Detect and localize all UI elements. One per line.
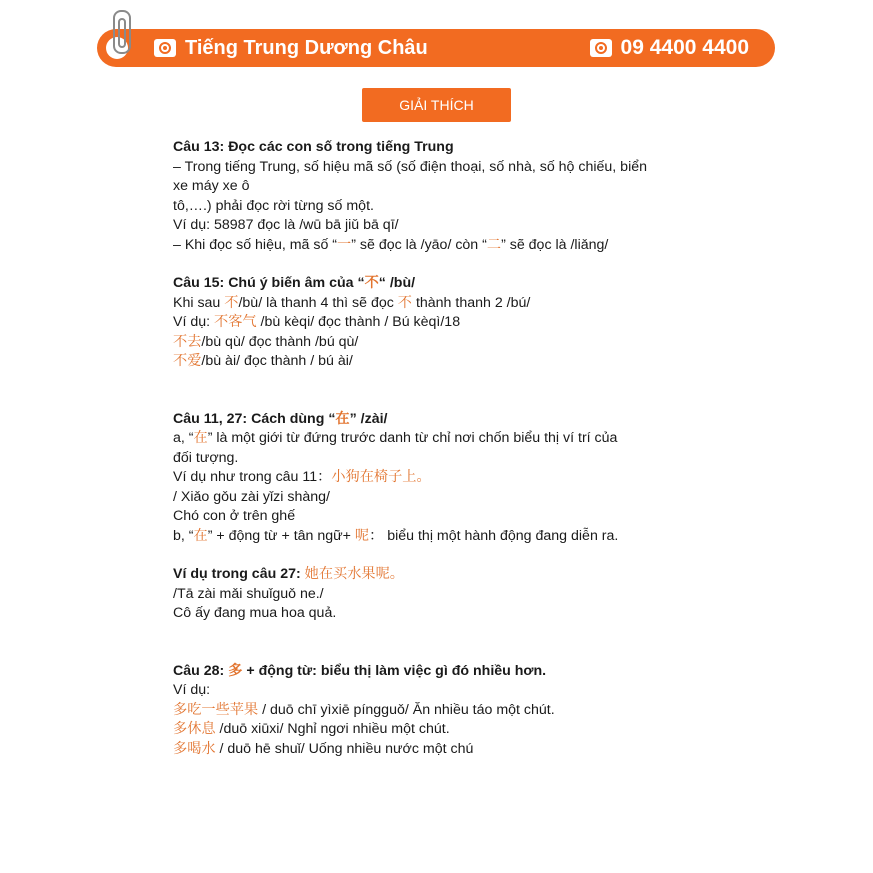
q15-title: Câu 15: Chú ý biến âm của “不“ /bù/	[173, 275, 416, 291]
q11-line5: Chó con ở trên ghế	[173, 508, 296, 524]
q15-line4: 不爱/bù ài/ đọc thành / bú ài/	[173, 353, 353, 369]
brand-name-text: Tiếng Trung Dương Châu	[185, 36, 428, 59]
q11-line6: b, “在” + động từ + tân ngữ+ 呢： biểu thị một hành động đang diễn ra.	[173, 527, 619, 544]
brand-name	[154, 37, 428, 59]
q11-line1: a, “在” là một giới từ đứng trước danh từ chỉ nơi chốn biểu thị ví trí của	[173, 430, 618, 446]
q28-line1: Ví dụ:	[173, 682, 211, 698]
phone-icon	[590, 39, 612, 57]
q27-line1: /Tā zài mǎi shuǐguǒ ne./	[173, 585, 324, 602]
phone-contact[interactable]	[590, 37, 749, 59]
q28-line3: 多休息 /duō xiūxi/ Nghỉ ngơi nhiều một chút.	[173, 721, 450, 737]
q15-line1: Khi sau 不/bù/ là thanh 4 thì sẽ đọc 不 thành thanh 2 /bú/	[173, 294, 531, 311]
explanation-content	[173, 138, 733, 759]
q13-line2: xe máy xe ô	[173, 178, 250, 194]
q15-line2: Ví dụ: 不客气 /bù kèqi/ đọc thành / Bú kèqì/18	[173, 314, 461, 330]
section-tag: GIẢI THÍCH	[362, 88, 511, 122]
q13-line5: – Khi đọc số hiệu, mã số “一” sẽ đọc là /yāo/ còn “二” sẽ đọc là /liǎng/	[173, 236, 609, 253]
q15-line3: 不去/bù qù/ đọc thành /bú qù/	[173, 333, 359, 350]
q13-line3: tô,….) phải đọc rời từng số một.	[173, 197, 374, 214]
paperclip-icon	[113, 10, 131, 54]
q28-title: Câu 28: 多 + động từ: biểu thị làm việc gì đó nhiều hơn.	[173, 662, 547, 679]
q27-title: Ví dụ trong câu 27: 她在买水果呢。	[173, 566, 404, 582]
q13-line4: Ví dụ: 58987 đọc là /wū bā jiǔ bā qī/	[173, 217, 399, 233]
q28-line2: 多吃一些苹果 / duō chī yìxiē píngguǒ/ Ăn nhiều táo một chút.	[173, 701, 555, 718]
q11-line2: đối tượng.	[173, 449, 239, 466]
q28-line4: 多喝水 / duō hē shuǐ/ Uống nhiều nước một chú	[173, 740, 474, 757]
q11-line3: Ví dụ như trong câu 11：小狗在椅子上。	[173, 469, 431, 485]
q27-line2: Cô ấy đang mua hoa quả.	[173, 605, 337, 621]
q11-title: Câu 11, 27: Cách dùng “在” /zài/	[173, 410, 388, 427]
brand-header-bar	[97, 29, 775, 67]
phone-number[interactable]: 09 4400 4400	[620, 36, 749, 59]
q13-title: Câu 13: Đọc các con số trong tiếng Trung	[173, 139, 454, 155]
location-pin-icon	[154, 39, 176, 57]
q13-line1: – Trong tiếng Trung, số hiệu mã số (số điện thoại, số nhà, số hộ chiếu, biển	[173, 158, 648, 175]
q11-line4: / Xiǎo gǒu zài yǐzi shàng/	[173, 488, 330, 505]
